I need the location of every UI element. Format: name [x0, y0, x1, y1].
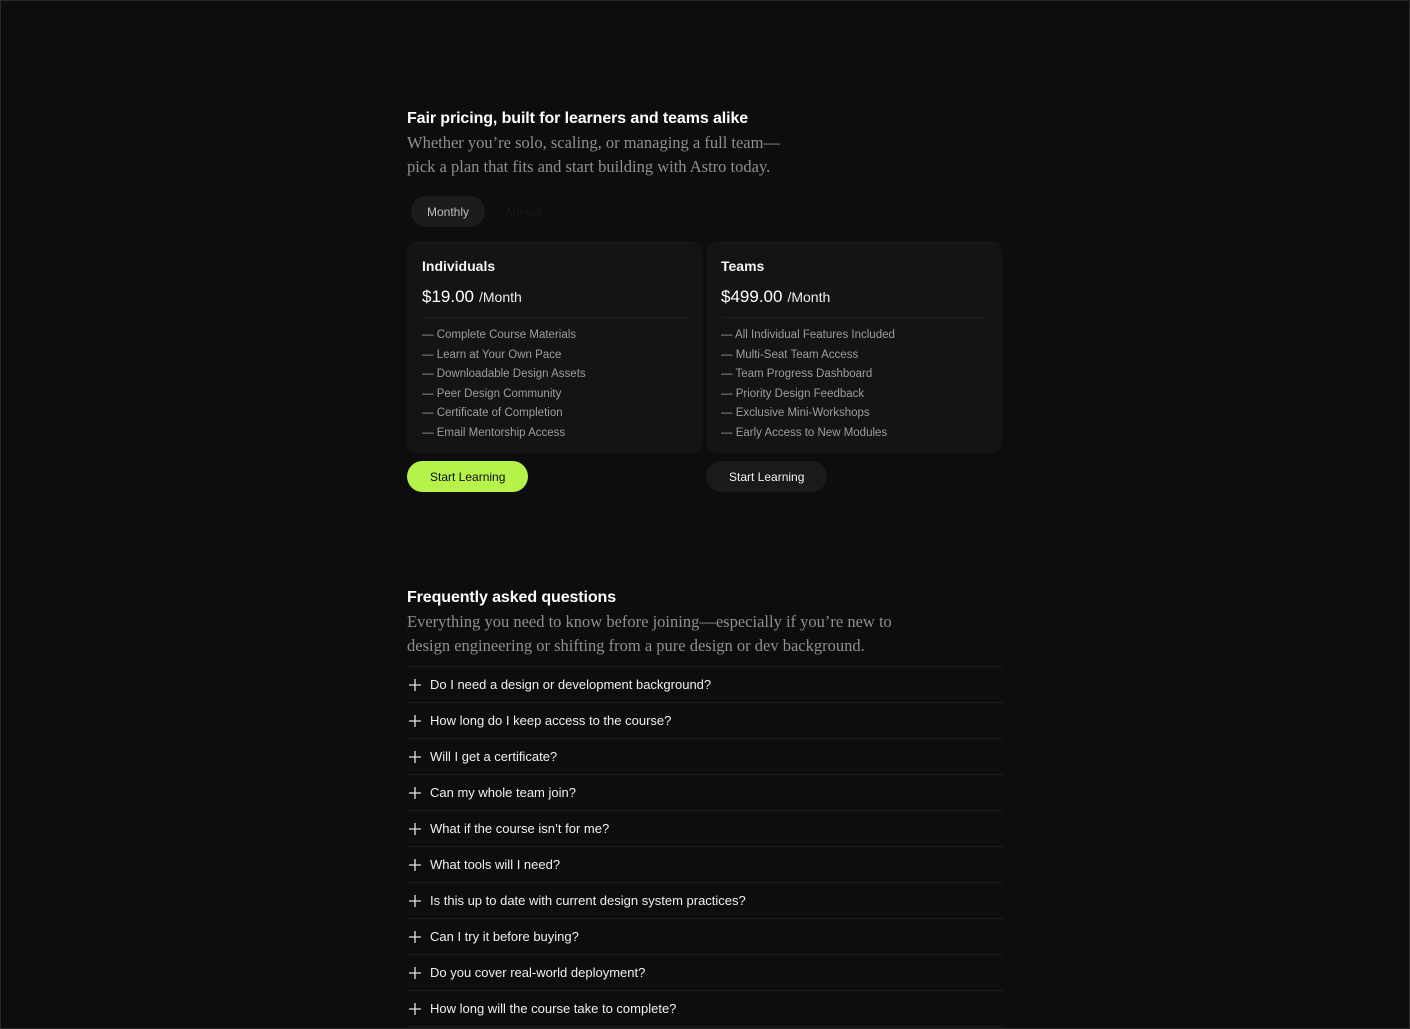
pricing-subtitle-line-2: pick a plan that fits and start building with Astro today.	[407, 156, 771, 176]
plan-card	[407, 241, 703, 453]
feature-item: — Peer Design Community	[422, 387, 562, 400]
faq-question: Can my whole team join?	[430, 785, 576, 800]
feature-item: — Downloadable Design Assets	[422, 368, 586, 381]
faq-item[interactable]	[407, 991, 1003, 1027]
plan-individuals	[407, 241, 703, 492]
faq-question: How long do I keep access to the course?	[430, 713, 672, 728]
pricing-subtitle-line-1: Whether you’re solo, scaling, or managing a full team—	[407, 133, 780, 152]
faq-subtitle-line-2: design engineering or shifting from a pure design or dev background.	[407, 635, 865, 655]
feature-item: — Multi-Seat Team Access	[721, 348, 859, 361]
pricing-title: Fair pricing, built for learners and teams alike	[407, 110, 749, 127]
price-row	[721, 287, 987, 318]
feature-item: — Certificate of Completion	[422, 407, 563, 420]
plan-period: /Month	[479, 289, 522, 305]
faq-item[interactable]	[407, 667, 1003, 703]
faq-question: Will I get a certificate?	[430, 749, 558, 764]
plus-icon	[408, 822, 422, 836]
feature-item: — Email Mentorship Access	[422, 426, 566, 439]
plan-price: $499.00	[721, 287, 783, 306]
feature-item: — Team Progress Dashboard	[721, 368, 873, 381]
billing-toggle	[407, 196, 1003, 227]
plan-teams	[706, 241, 1002, 492]
feature-item: — All Individual Features Included	[721, 329, 895, 341]
faq-item[interactable]	[407, 703, 1003, 739]
faq-item[interactable]	[407, 955, 1003, 991]
faq-title: Frequently asked questions	[407, 589, 617, 606]
feature-item: — Early Access to New Modules	[721, 426, 888, 439]
faq-item[interactable]	[407, 775, 1003, 811]
plans	[407, 241, 1003, 493]
plus-icon	[408, 858, 422, 872]
pricing-section	[407, 109, 1003, 484]
faq-item[interactable]	[407, 739, 1003, 775]
plan-name: Teams	[721, 258, 765, 274]
plus-icon	[408, 966, 422, 980]
plus-icon	[408, 786, 422, 800]
faq-subtitle	[407, 610, 1003, 657]
feature-item: — Priority Design Feedback	[721, 387, 865, 400]
start-learning-individuals-button[interactable]: Start Learning	[407, 461, 528, 492]
faq-question: What if the course isn’t for me?	[430, 821, 610, 836]
faq-question: Do I need a design or development background?	[430, 677, 712, 692]
plan-period: /Month	[787, 289, 831, 305]
plus-icon	[408, 930, 422, 944]
plan-price: $19.00	[422, 287, 474, 306]
faq-question: Is this up to date with current design system practices?	[430, 893, 746, 908]
feature-list	[422, 326, 688, 444]
toggle-monthly-button[interactable]: Monthly	[411, 196, 485, 227]
plan-name: Individuals	[422, 258, 496, 274]
faq-subtitle-line-1: Everything you need to know before joining—especially if you’re new to	[407, 612, 892, 631]
plus-icon	[408, 894, 422, 908]
plus-icon	[408, 678, 422, 692]
plus-icon	[408, 1002, 422, 1016]
feature-item: — Complete Course Materials	[422, 329, 577, 341]
faq-question: How long will the course take to complete?	[430, 1001, 677, 1016]
feature-list	[721, 326, 987, 444]
faq-question: Can I try it before buying?	[430, 929, 579, 944]
plus-icon	[408, 750, 422, 764]
faq-item[interactable]	[407, 919, 1003, 955]
faq-list	[407, 666, 1003, 1027]
feature-item: — Learn at Your Own Pace	[422, 348, 562, 361]
feature-item: — Exclusive Mini-Workshops	[721, 407, 870, 420]
price-row	[422, 287, 688, 318]
plan-card	[706, 241, 1002, 453]
faq-item[interactable]	[407, 811, 1003, 847]
faq-question: Do you cover real-world deployment?	[430, 965, 646, 980]
faq-question: What tools will I need?	[430, 857, 561, 872]
faq-item[interactable]	[407, 847, 1003, 883]
plus-icon	[408, 714, 422, 728]
faq-item[interactable]	[407, 883, 1003, 919]
faq-section	[407, 588, 1003, 1027]
start-learning-teams-button[interactable]: Start Learning	[706, 461, 827, 492]
toggle-annual-button[interactable]: Annual	[489, 196, 558, 227]
pricing-subtitle	[407, 131, 1003, 178]
